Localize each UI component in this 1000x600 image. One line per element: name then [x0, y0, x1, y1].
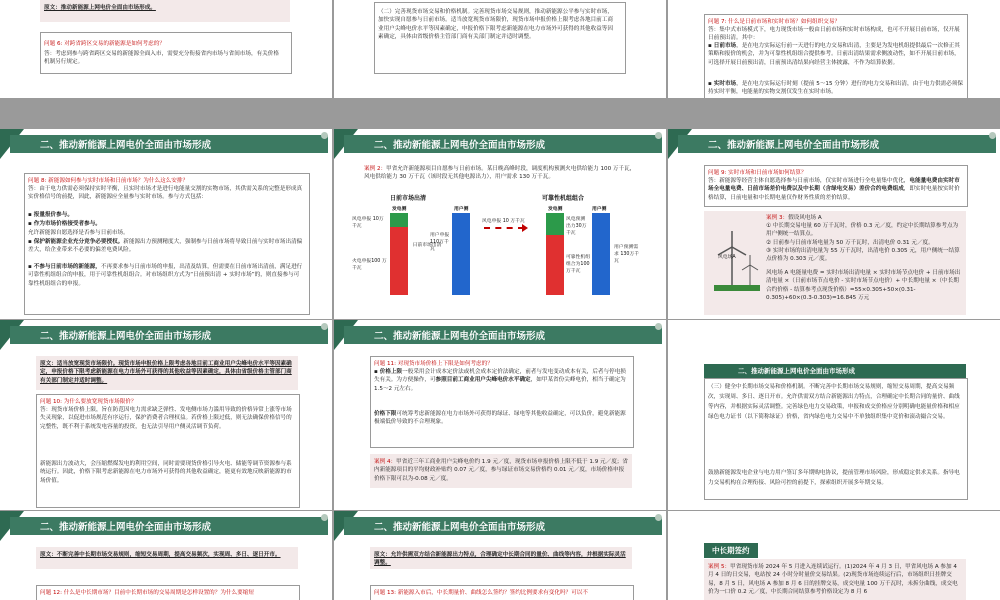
- bullet-4-text: 不再要求参与日前市场的申报，出清及结算，但需要在日前市场出清前，满足进行可靠性机组组合的申报，用于可靠性机组组合。对市场组织方式为“日前预出清 + 实时市场”的，则直接参与可靠性机组组合的申报。: [28, 264, 303, 287]
- quote-text: 原文：允许供需双方结合新能源出力特点，合理确定中长期合同的量价、曲线等内容，并根据实际灵活调整。: [374, 552, 626, 567]
- case-5-label: 案例 5：: [708, 564, 731, 570]
- slide-header: [0, 320, 332, 350]
- arrow-icon: [484, 227, 524, 229]
- demand-label: 用户申报 110万千瓦: [430, 233, 450, 252]
- upper-limit-tail: ，如甲某省份尖峰电价，相当于确定为1.5～2 元左右。: [374, 377, 626, 392]
- header-dot: [655, 132, 662, 139]
- case-3-item-2: ② 日前参与日前市场电量为 50 万千瓦时，出清电价 0.31 元／度。: [766, 240, 934, 246]
- slide-12[interactable]: [668, 511, 1000, 600]
- case-5-text: [708, 563, 962, 597]
- arrow-label: 风电申报 10 万千瓦: [482, 219, 525, 224]
- fire-bar-left: [390, 227, 408, 295]
- wind-bar-left: [390, 213, 408, 227]
- upper-limit-key: 参照目前工商业用户尖峰电价水平确定: [435, 377, 531, 384]
- slide-9[interactable]: [668, 320, 1000, 510]
- header-title: 二、推动新能源上网电价全面由市场形成: [40, 140, 212, 151]
- slide-header: [0, 129, 332, 159]
- slide-2[interactable]: [334, 0, 666, 98]
- case-3-label: 案例 3：: [766, 215, 789, 221]
- answer-7: 答：集中式市场模式下，电力现货市场一般由日前市场和实时市场构成，也可不开展日前市场，仅开展日前预出清。其中：: [708, 27, 960, 42]
- bullet-1: ▪ 报量报价参与。: [28, 211, 304, 219]
- wind-turbine-icon: [712, 225, 762, 295]
- bullet-4: [28, 263, 304, 288]
- bullet-2: ▪ 作为市场价格接受者参与。: [28, 220, 304, 228]
- question-8: 问题 8: 新能源如何参与实时市场和日前市场？为什么这么安排？: [28, 178, 189, 184]
- header-title: 二、推动新能源上网电价全面由市场形成: [374, 140, 546, 151]
- clear-label: 日前市场出清: [412, 243, 442, 248]
- case-4-text: [374, 458, 628, 483]
- user-side-right: 用户侧: [592, 207, 607, 212]
- answer-9: [708, 177, 962, 202]
- slide-1[interactable]: [0, 0, 332, 98]
- section-chip: 中长期签约: [704, 543, 758, 558]
- gen-side-right: 发电侧: [548, 207, 563, 212]
- case-2-label: 案例 2：: [364, 166, 387, 172]
- left-diagram-title: 日前市场出清: [390, 195, 427, 202]
- slide-header: [334, 320, 666, 350]
- upper-limit-title: ▪ 价格上限: [374, 369, 402, 375]
- case-2-body: 甲省允许新能源项目自愿参与日前市场。某日晚高峰时段，调度机构预测火电供给能力 100 万千瓦，风电供给能力 30 万千瓦（该时段无其他电源出力），用户需求 130 万千瓦。: [364, 166, 636, 181]
- upper-limit-text: 一般采用会计成本定价法或机会成本定价法确定，前者与发电变动成本有关，后者与停电损失有关。为方便操作，可: [374, 369, 626, 384]
- answer-10-b: 新能源出力波动大，会压缩燃煤发电的利用空间，同时需要现货价格引导火电、储能等调节资源参与系统运行。因此，价格下限考虑新能源在电力市场外可获得的其他收益确定，能更有效地反映新能源的市场价值。: [40, 461, 292, 484]
- question-12: 问题 12: 什么是中长期市场？目前中长期市场的交易周期是怎样设置的？为什么要缩短: [40, 590, 254, 596]
- wind-bar-right: [546, 213, 564, 235]
- text-optional: 允许新能源自愿选择是否参与日前市场。: [28, 230, 129, 236]
- bullet-3: [28, 238, 304, 255]
- title-card-text: 二、推动新能源上网电价全面由市场形成: [738, 367, 855, 375]
- case-3-item-1: ① 中长期交易电量 60 万千瓦时，价格 0.3 元／度，约定中长期结算参考点为用户侧统一结算点。: [766, 223, 959, 238]
- arrow-head-icon: [522, 224, 528, 232]
- slide-10[interactable]: [0, 511, 332, 600]
- slide-header: [334, 129, 666, 159]
- case-2-text: [364, 165, 640, 182]
- case-4-body: 甲省近三年工商业用户尖峰电价约 1.9 元／度，现货市场申报价格上限不低于 1.9 元／度；省内新能源项目的平均财政补贴约 0.07 元／度，参与绿证市场交易价格约 0.01 元／度，市场价格申报价格下限可以为-0.08 元／度。: [374, 459, 628, 482]
- bullet-3-text: 新能源出力预测精度大，强制参与日前市场将导致日前与实时市场出清偏差大，给企业带来不必要的偏差电费风险。: [28, 239, 303, 254]
- item-dayahead: [708, 42, 964, 67]
- question-11: 问题 11: 对现货市场价格上下限是如何考虑的？: [374, 361, 493, 367]
- slide-11[interactable]: [334, 511, 666, 600]
- question-6: 问题 6: 对跨省跨区交易的新能源是如何考虑的？: [44, 41, 165, 47]
- gen-side-left: 发电侧: [392, 207, 407, 212]
- lower-limit-title: 价格下限: [374, 411, 397, 417]
- header-title: 二、推动新能源上网电价全面由市场形成: [708, 140, 880, 151]
- demand-bar-left: [452, 213, 470, 295]
- answer-10-a: 答：现货市场价格上限，旨在防范因电力需求缺乏弹性、发电侧市场力滥用导致的价格异常上涨等市场失灵现象，以促进市场规范有序运行，保护消费者合理权益。若价格上限过低，则无法确保价格信号的完整性，既不利于系统发电容量的投资，也无法引导用户侧灵活调节负荷。: [40, 407, 292, 430]
- wind-label: 风电申报 10万千瓦: [352, 217, 384, 229]
- reliability-label: 可靠性机组组合为100万千瓦: [566, 255, 590, 274]
- header-dot: [321, 514, 328, 521]
- right-diagram-title: 可靠性机组组合: [542, 195, 585, 202]
- fire-bar-right: [546, 235, 564, 295]
- user-side-left: 用户侧: [454, 207, 469, 212]
- quote-text: 原文：不断完善中长期市场交易规则，缩短交易周期，提高交易频次，实现周、多日、逐日开市。: [40, 552, 281, 558]
- slide-3[interactable]: [668, 0, 1000, 98]
- answer-11-upper: [374, 368, 628, 393]
- case-4-label: 案例 4：: [374, 459, 397, 465]
- quote-text: 原文：推动新能源上网电价全面由市场形成。: [44, 5, 156, 11]
- lower-limit-text: 可统筹考虑新能源在电力市场外可获得的绿证、绿电等其他收益确定，可以负价，避免新能源极端低价导致的不合理现象。: [374, 411, 626, 426]
- item-realtime: [708, 80, 964, 97]
- fire-label: 火电申报100 万千瓦: [352, 259, 387, 271]
- slide-header: [334, 511, 666, 541]
- answer-11-lower: [374, 410, 628, 427]
- case-5-body: 甲省现货市场 2024 年 5 月进入连续试运行。(1)2024 年 4 月 3 日，甲省风电场 A 参加 4 月 4 日的日交易，电站按 24 小时分时量价交易结果。(2)现货市场连续运行后，市场组织日挂牌交易，8 月 5 日，风电场 A 参加 8 月 6 日的挂牌交易，成交电量 100 万千瓦时，未拆分曲线，成交电价为一口价 0.2 元／度，中长期合同结算参考价格设定为 8 月 6: [708, 564, 958, 596]
- answer-9-a: 答：新能源等经营主体自愿选择参与日前市场，仅实时市场进行全电量集中优化，: [708, 178, 910, 184]
- slide-header: [0, 511, 332, 541]
- user-pred-label: 用户预测需求 130万千瓦: [614, 245, 640, 264]
- item-dayahead-title: ▪ 日前市场: [708, 43, 736, 49]
- case-3-head: 假设风电场 A: [788, 215, 822, 221]
- item-realtime-title: ▪ 实时市场: [708, 81, 736, 87]
- question-10: 问题 10: 为什么要放宽现货市场限价？: [40, 399, 137, 405]
- slide-4[interactable]: [0, 129, 332, 319]
- question-7: 问题 7: 什么是日前市场和实时市场？如何组织交易？: [708, 19, 841, 25]
- slide-8[interactable]: [334, 320, 666, 510]
- item-realtime-text: ，是在电力实际运行时刻（提前 5～15 分钟）进行的电力交易和出清，由于电力供需必须保持实时平衡，电能量的实物交割仅发生在实时市场。: [708, 81, 963, 96]
- answer-6: 答：考虑到参与跨省跨区交易的新能源全面入市，需要充分衔接省内市场与省间市场，有关价格机制另行规定。: [44, 51, 279, 66]
- case-3-calc: 风电场 A 电能量电费 = 实时市场出清电量 × 实时市场节点电价 + 日前市场出清电量 ×（日前市场节点电价 - 实时市场节点电价）+ 中长期电量 ×（中长期合约价格 - 结算参考点现货价格）=55×0.305+50×(0.31-0.305)+60×(0.3-0.303)=16.845 万元: [766, 270, 961, 302]
- case-3-item-3: ③ 实时市场的出清电量为 55 万千瓦时，出清电价 0.305 元，用户侧统一结算点价格为 0.303 元／度。: [766, 248, 960, 263]
- slide-7[interactable]: [0, 320, 332, 510]
- header-title: 二、推动新能源上网电价全面由市场形成: [374, 331, 546, 342]
- demand-bar-right: [592, 213, 610, 295]
- body-text-2: 鼓励新能源发电企业与电力用户签订多年期购电协议，提前管理市场风险，形成稳定供求关系。指导电力交易机构在合理衔接、风险可控的前提下，探索组织开展多年期交易。: [708, 470, 960, 486]
- body-text: （二）完善现货市场交易和价格机制。完善现货市场交易规则，推动新能源公平参与实时市场，加快实现自愿参与日前市场。适当放宽现货市场限价，现货市场申报价格上限考虑各地目前工商业用户尖峰电价水平等因素确定，申报价格下限考虑新能源在电力市场外可获得的其他收益等因素确定，具体由省级价格主管部门商有关部门制定并适时调整。: [378, 9, 613, 41]
- answer-8: 答：由于电力供需必须保持实时平衡，且实时市场才是进行电能量交割的实物市场，其供需关系的完整是形成真实价格信号的前提，因此，新能源应全量参与实时市场。参与方式包括：: [28, 186, 303, 201]
- bullet-3-title: ▪ 保护新能源企业充分竞争必要授权。: [28, 239, 123, 245]
- header-dot: [655, 514, 662, 521]
- header-dot: [655, 323, 662, 330]
- wind-farm-label: 风电场A: [718, 255, 736, 260]
- slide-5[interactable]: [334, 129, 666, 319]
- body-text: （三）健全中长期市场交易和价格机制。不断完善中长期市场交易规则，缩短交易周期，提高交易频次，实现周、多日、逐日开市。允许供需双方结合新能源出力特点，合理确定中长期合同的量价、曲线等内容，并根据实际灵活调整。完善绿色电力交易政策，申报和成交价格应分别明确电能量价格和相应绿色电力证书（以下简称绿证）价格，省内绿色电力交易中不单独组织集中竞价和滚动撮合交易。: [708, 384, 960, 420]
- item-dayahead-text: ，是在电力实际运行前一天进行的电力交易和出清，主要是为发电机组提供最后一次修正其策略和报价的机会，并为可靠性机组组合提供参考。日前出清结果需求侧波动性，如不开展日前市场，可选择开展日前预出清，日前预出清结果向经营主体披露，不作为结算依据。: [708, 43, 960, 66]
- slide-6[interactable]: [668, 129, 1000, 319]
- header-dot: [321, 132, 328, 139]
- header-dot: [989, 132, 996, 139]
- slide-header: [668, 129, 1000, 159]
- header-title: 二、推动新能源上网电价全面由市场形成: [374, 522, 546, 533]
- header-dot: [321, 323, 328, 330]
- wind-pred-label: 风电预测出力30万千瓦: [566, 217, 587, 236]
- question-13: 问题 13: 新能源入市后，中长期量价、曲线怎么签约？签约比例要求有变化吗？可以不: [374, 590, 588, 596]
- quote-text: 原文：适当放宽现货市场限价。现货市场申报价格上限考虑各地目前工商业用户尖峰电价水平等因素确定，申报价格下限考虑新能源在电力市场外可获得的其他收益等因素确定，具体由省级价格主管部门商有关部门制定并适时调整。: [40, 361, 292, 384]
- bullet-4-title: ▪ 不参与日前市场的新能源，: [28, 264, 101, 270]
- question-9: 问题 9: 实时市场和日前市场如何结算？: [708, 170, 807, 176]
- header-title: 二、推动新能源上网电价全面由市场形成: [40, 331, 212, 342]
- answer-9-b: 电能量电费由实时市场全电量电费、日前市场差价电费以及中长期（含绿电交易）差价合约电费组成: [708, 178, 960, 193]
- answer-9-c: ，即实时电量按实时价格结算，日前电量和中长期电量仅作财务性质的差价结算。: [708, 186, 960, 201]
- header-title: 二、推动新能源上网电价全面由市场形成: [40, 522, 212, 533]
